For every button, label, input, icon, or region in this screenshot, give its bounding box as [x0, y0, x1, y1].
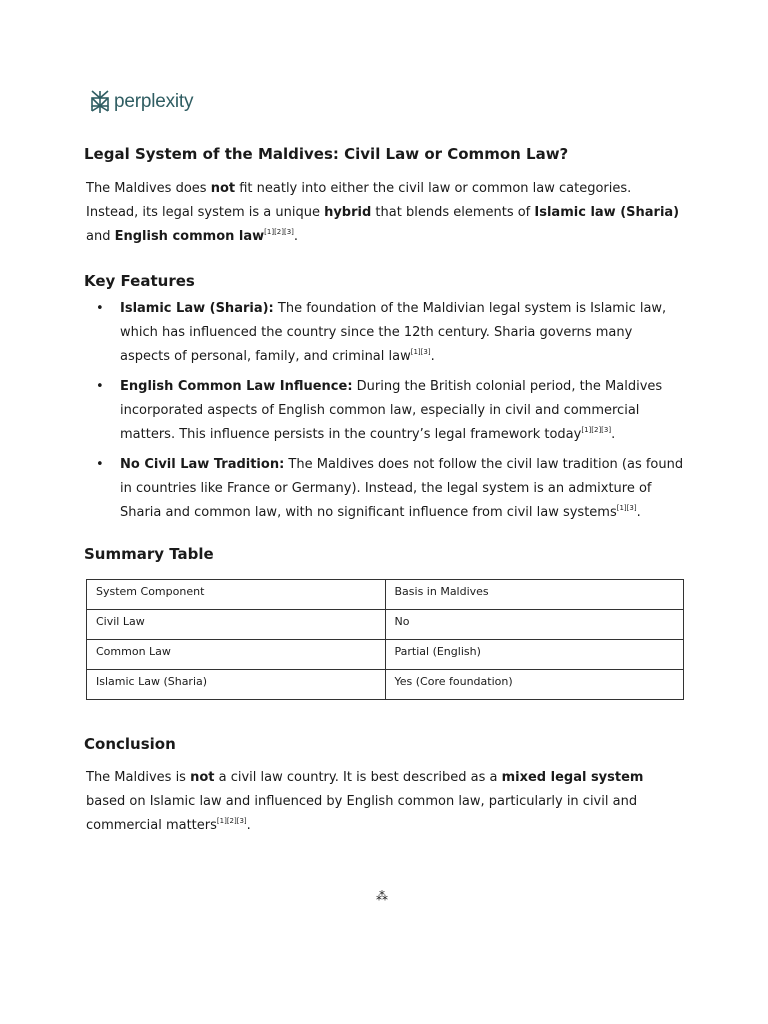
feature-end: . [611, 427, 616, 442]
conclusion-text-3: based on Islamic law and influenced by English common law, particularly in civil and commercial matters [86, 794, 638, 833]
intro-text-3: that blends elements of [371, 205, 535, 220]
table-cell: Partial (English) [385, 640, 684, 670]
citation-link[interactable]: [1][3] [410, 348, 431, 356]
document-content [84, 144, 684, 838]
conclusion-paragraph [86, 766, 684, 838]
table-cell: Islamic Law (Sharia) [87, 670, 386, 700]
asterism-icon: ⁂ [376, 889, 388, 903]
intro-bold-4: English common law [114, 229, 265, 244]
table-cell: System Component [87, 580, 386, 610]
table-row [87, 580, 684, 610]
summary-table [86, 579, 684, 700]
list-item [84, 375, 684, 447]
table-row [87, 610, 684, 640]
intro-bold-3: Islamic law (Sharia) [534, 205, 680, 220]
key-features-list [84, 297, 684, 525]
list-item [84, 453, 684, 525]
intro-text-4: and [86, 229, 115, 244]
table-row [87, 670, 684, 700]
logo-text: perplexity [114, 91, 194, 112]
feature-label: English Common Law Influence: [120, 379, 353, 394]
feature-end: . [430, 349, 435, 364]
feature-text: During the British colonial period, the Maldives incorporated aspects of English common law, especially in civil and commercial matters. This influence persists in the country’s legal framework today [120, 379, 663, 442]
table-cell: Common Law [87, 640, 386, 670]
conclusion-text-4: . [246, 818, 251, 833]
conclusion-bold-1: not [190, 770, 215, 785]
intro-bold-1: not [210, 181, 236, 196]
citation-link[interactable]: [1][2][3] [264, 228, 294, 236]
feature-end: . [636, 505, 641, 520]
conclusion-bold-2: mixed legal system [501, 770, 644, 785]
citation-link[interactable]: [1][2][3] [216, 817, 247, 825]
citation-link[interactable]: [1][2][3] [581, 426, 612, 434]
citation-link[interactable]: [1][3] [616, 504, 637, 512]
conclusion-text-2: a civil law country. It is best described as a [214, 770, 502, 785]
summary-table-heading: Summary Table [84, 545, 214, 563]
perplexity-logo [90, 90, 193, 114]
feature-text: The Maldives does not follow the civil law tradition (as found in countries like France or Germany). Instead, the legal system is an admixture of Sharia and common law, with no significant influence from civil law systems [120, 457, 684, 520]
bullet-icon: • [96, 301, 104, 316]
page-title: Legal System of the Maldives: Civil Law or Common Law? [84, 145, 569, 163]
feature-label: Islamic Law (Sharia): [120, 301, 274, 316]
conclusion-text-1: The Maldives is [86, 770, 191, 785]
intro-text-5: . [293, 229, 299, 244]
intro-paragraph [86, 177, 684, 249]
conclusion-heading: Conclusion [84, 735, 176, 753]
feature-label: No Civil Law Tradition: [120, 457, 285, 472]
bullet-icon: • [96, 457, 104, 472]
table-cell: No [385, 610, 684, 640]
key-features-heading: Key Features [84, 272, 195, 290]
list-item [84, 297, 684, 369]
table-cell: Basis in Maldives [385, 580, 684, 610]
perplexity-logo-icon [90, 90, 110, 114]
intro-text-2: fit neatly into either the civil law or common law categories. Instead, its legal system is a unique [86, 181, 632, 220]
table-row [87, 640, 684, 670]
table-cell: Civil Law [87, 610, 386, 640]
feature-text: The foundation of the Maldivian legal system is Islamic law, which has influenced the country since the 12th century. Sharia governs many aspects of personal, family, and criminal law [120, 301, 667, 364]
table-cell: Yes (Core foundation) [385, 670, 684, 700]
intro-text-1: The Maldives does [86, 181, 211, 196]
intro-bold-2: hybrid [324, 205, 372, 220]
bullet-icon: • [96, 379, 104, 394]
